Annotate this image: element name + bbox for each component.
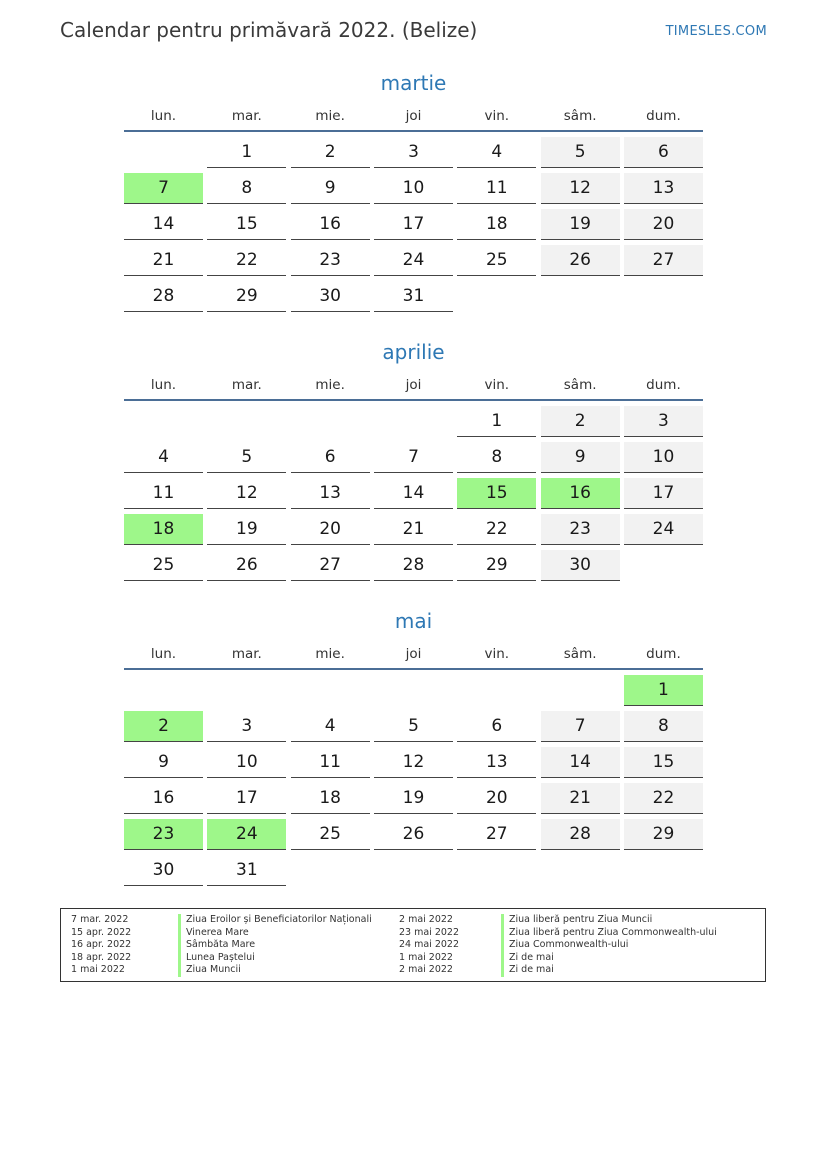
day-cell: 28 — [374, 550, 453, 581]
day-cell: 16 — [124, 783, 203, 814]
day-cell: 21 — [541, 783, 620, 814]
day-cell: 7 — [541, 711, 620, 742]
day-cell: 11 — [291, 747, 370, 778]
day-cell: 2 — [291, 137, 370, 168]
weekday-label: mie. — [315, 377, 345, 393]
empty-cell — [124, 406, 203, 437]
day-cell: 6 — [457, 711, 536, 742]
legend-column-right — [399, 914, 759, 977]
day-cell: 17 — [374, 209, 453, 240]
weekday-label: dum. — [646, 377, 681, 393]
day-cell: 8 — [207, 173, 286, 204]
day-cell: 20 — [291, 514, 370, 545]
day-grid — [124, 406, 703, 581]
day-cell: 7 — [374, 442, 453, 473]
empty-cell — [541, 281, 620, 312]
day-cell: 20 — [624, 209, 703, 240]
empty-cell — [207, 406, 286, 437]
empty-cell — [374, 675, 453, 706]
holiday-legend — [60, 908, 766, 982]
day-cell: 24 — [207, 819, 286, 850]
day-cell: 5 — [374, 711, 453, 742]
empty-cell — [124, 137, 203, 168]
empty-cell — [291, 675, 370, 706]
header-divider — [124, 399, 703, 401]
day-cell: 19 — [541, 209, 620, 240]
day-cell: 12 — [541, 173, 620, 204]
day-grid — [124, 675, 703, 886]
weekday-label: joi — [405, 108, 422, 124]
day-cell: 5 — [207, 442, 286, 473]
day-cell: 31 — [207, 855, 286, 886]
header-divider — [124, 130, 703, 132]
day-cell: 24 — [374, 245, 453, 276]
day-cell: 3 — [624, 406, 703, 437]
legend-date: 24 mai 2022 — [399, 939, 460, 950]
day-cell: 1 — [457, 406, 536, 437]
empty-cell — [291, 855, 370, 886]
legend-entry — [71, 927, 401, 940]
legend-column-left — [71, 914, 401, 977]
day-cell: 16 — [291, 209, 370, 240]
empty-cell — [374, 855, 453, 886]
weekday-label: mie. — [315, 108, 345, 124]
day-cell: 18 — [291, 783, 370, 814]
day-cell: 10 — [207, 747, 286, 778]
day-cell: 30 — [291, 281, 370, 312]
legend-entry — [71, 939, 401, 952]
day-cell: 4 — [124, 442, 203, 473]
weekday-label: vin. — [484, 108, 510, 124]
day-cell: 25 — [124, 550, 203, 581]
month-may — [124, 606, 703, 886]
day-cell: 18 — [457, 209, 536, 240]
day-cell: 16 — [541, 478, 620, 509]
day-cell: 1 — [624, 675, 703, 706]
legend-holiday-name: Ziua Muncii — [178, 964, 241, 977]
day-cell: 28 — [124, 281, 203, 312]
weekday-label: joi — [405, 377, 422, 393]
day-cell: 23 — [124, 819, 203, 850]
legend-holiday-name: Zi de mai — [501, 964, 554, 977]
legend-date: 18 apr. 2022 — [71, 951, 132, 963]
day-cell: 17 — [207, 783, 286, 814]
day-cell: 27 — [457, 819, 536, 850]
page-title: Calendar pentru primăvară 2022. (Belize) — [60, 18, 478, 42]
legend-date: 15 apr. 2022 — [71, 926, 132, 938]
empty-cell — [624, 281, 703, 312]
legend-date: 7 mar. 2022 — [71, 914, 129, 925]
weekday-label: lun. — [150, 646, 177, 662]
weekday-label: sâm. — [563, 108, 597, 124]
day-cell: 11 — [457, 173, 536, 204]
legend-entry — [399, 964, 759, 977]
legend-holiday-name: Ziua Eroilor și Beneficiatorilor Naționali — [178, 914, 372, 927]
day-cell: 14 — [374, 478, 453, 509]
day-cell: 14 — [124, 209, 203, 240]
day-cell: 3 — [374, 137, 453, 168]
day-cell: 28 — [541, 819, 620, 850]
weekday-label: sâm. — [563, 646, 597, 662]
day-cell: 8 — [457, 442, 536, 473]
day-cell: 26 — [541, 245, 620, 276]
day-cell: 21 — [374, 514, 453, 545]
site-link[interactable]: TIMESLES.COM — [665, 24, 767, 39]
empty-cell — [457, 281, 536, 312]
day-cell: 29 — [624, 819, 703, 850]
day-cell: 23 — [541, 514, 620, 545]
legend-date: 23 mai 2022 — [399, 926, 460, 938]
legend-holiday-name: Vinerea Mare — [178, 927, 249, 940]
day-cell: 5 — [541, 137, 620, 168]
legend-entry — [399, 927, 759, 940]
day-cell: 17 — [624, 478, 703, 509]
day-cell: 22 — [624, 783, 703, 814]
day-cell: 3 — [207, 711, 286, 742]
day-cell: 6 — [624, 137, 703, 168]
legend-date: 16 apr. 2022 — [71, 939, 132, 950]
day-cell: 14 — [541, 747, 620, 778]
empty-cell — [624, 550, 703, 581]
day-cell: 13 — [624, 173, 703, 204]
weekday-label: mar. — [231, 377, 262, 393]
empty-cell — [124, 675, 203, 706]
month-april — [124, 337, 703, 581]
day-cell: 31 — [374, 281, 453, 312]
day-cell: 27 — [624, 245, 703, 276]
day-cell: 12 — [207, 478, 286, 509]
weekday-label: dum. — [646, 108, 681, 124]
weekday-label: vin. — [484, 377, 510, 393]
day-cell: 7 — [124, 173, 203, 204]
day-cell: 21 — [124, 245, 203, 276]
weekday-label: sâm. — [563, 377, 597, 393]
weekday-label: joi — [405, 646, 422, 662]
month-title: aprilie — [382, 340, 445, 364]
day-cell: 22 — [457, 514, 536, 545]
weekday-header — [124, 644, 703, 666]
day-cell: 25 — [291, 819, 370, 850]
empty-cell — [624, 855, 703, 886]
day-cell: 13 — [291, 478, 370, 509]
legend-entry — [71, 952, 401, 965]
legend-date: 1 mai 2022 — [399, 951, 453, 963]
legend-date: 1 mai 2022 — [71, 964, 125, 975]
day-cell: 15 — [624, 747, 703, 778]
legend-holiday-name: Ziua Commonwealth-ului — [501, 939, 628, 952]
day-cell: 9 — [541, 442, 620, 473]
legend-entry — [399, 914, 759, 927]
empty-cell — [541, 675, 620, 706]
day-cell: 10 — [624, 442, 703, 473]
legend-entry — [399, 939, 759, 952]
day-cell: 25 — [457, 245, 536, 276]
day-cell: 18 — [124, 514, 203, 545]
day-cell: 15 — [457, 478, 536, 509]
month-title: mai — [394, 609, 433, 633]
weekday-header — [124, 375, 703, 397]
empty-cell — [457, 855, 536, 886]
month-march — [124, 68, 703, 312]
weekday-label: lun. — [150, 108, 177, 124]
day-cell: 27 — [291, 550, 370, 581]
weekday-label: mar. — [231, 646, 262, 662]
empty-cell — [291, 406, 370, 437]
weekday-header — [124, 106, 703, 128]
day-cell: 30 — [541, 550, 620, 581]
legend-holiday-name: Zi de mai — [501, 952, 554, 965]
legend-entry — [71, 914, 401, 927]
day-cell: 13 — [457, 747, 536, 778]
day-cell: 29 — [207, 281, 286, 312]
day-cell: 8 — [624, 711, 703, 742]
day-cell: 24 — [624, 514, 703, 545]
day-cell: 6 — [291, 442, 370, 473]
header-divider — [124, 668, 703, 670]
day-cell: 9 — [291, 173, 370, 204]
day-cell: 19 — [207, 514, 286, 545]
day-cell: 11 — [124, 478, 203, 509]
day-cell: 2 — [541, 406, 620, 437]
day-cell: 26 — [374, 819, 453, 850]
legend-holiday-name: Ziua liberă pentru Ziua Commonwealth-ului — [501, 927, 717, 940]
day-cell: 23 — [291, 245, 370, 276]
empty-cell — [541, 855, 620, 886]
legend-date: 2 mai 2022 — [399, 964, 453, 975]
weekday-label: mie. — [315, 646, 345, 662]
weekday-label: vin. — [484, 646, 510, 662]
day-cell: 29 — [457, 550, 536, 581]
day-cell: 26 — [207, 550, 286, 581]
legend-date: 2 mai 2022 — [399, 914, 453, 925]
day-cell: 15 — [207, 209, 286, 240]
legend-entry — [71, 964, 401, 977]
day-cell: 22 — [207, 245, 286, 276]
day-cell: 12 — [374, 747, 453, 778]
day-cell: 10 — [374, 173, 453, 204]
empty-cell — [457, 675, 536, 706]
day-cell: 20 — [457, 783, 536, 814]
legend-holiday-name: Sâmbăta Mare — [178, 939, 255, 952]
day-cell: 4 — [291, 711, 370, 742]
day-cell: 1 — [207, 137, 286, 168]
day-cell: 2 — [124, 711, 203, 742]
day-grid — [124, 137, 703, 312]
weekday-label: lun. — [150, 377, 177, 393]
legend-entry — [399, 952, 759, 965]
month-title: martie — [380, 71, 447, 95]
day-cell: 30 — [124, 855, 203, 886]
day-cell: 9 — [124, 747, 203, 778]
legend-holiday-name: Ziua liberă pentru Ziua Muncii — [501, 914, 652, 927]
weekday-label: dum. — [646, 646, 681, 662]
day-cell: 19 — [374, 783, 453, 814]
empty-cell — [207, 675, 286, 706]
day-cell: 4 — [457, 137, 536, 168]
legend-holiday-name: Lunea Paștelui — [178, 952, 255, 965]
weekday-label: mar. — [231, 108, 262, 124]
empty-cell — [374, 406, 453, 437]
